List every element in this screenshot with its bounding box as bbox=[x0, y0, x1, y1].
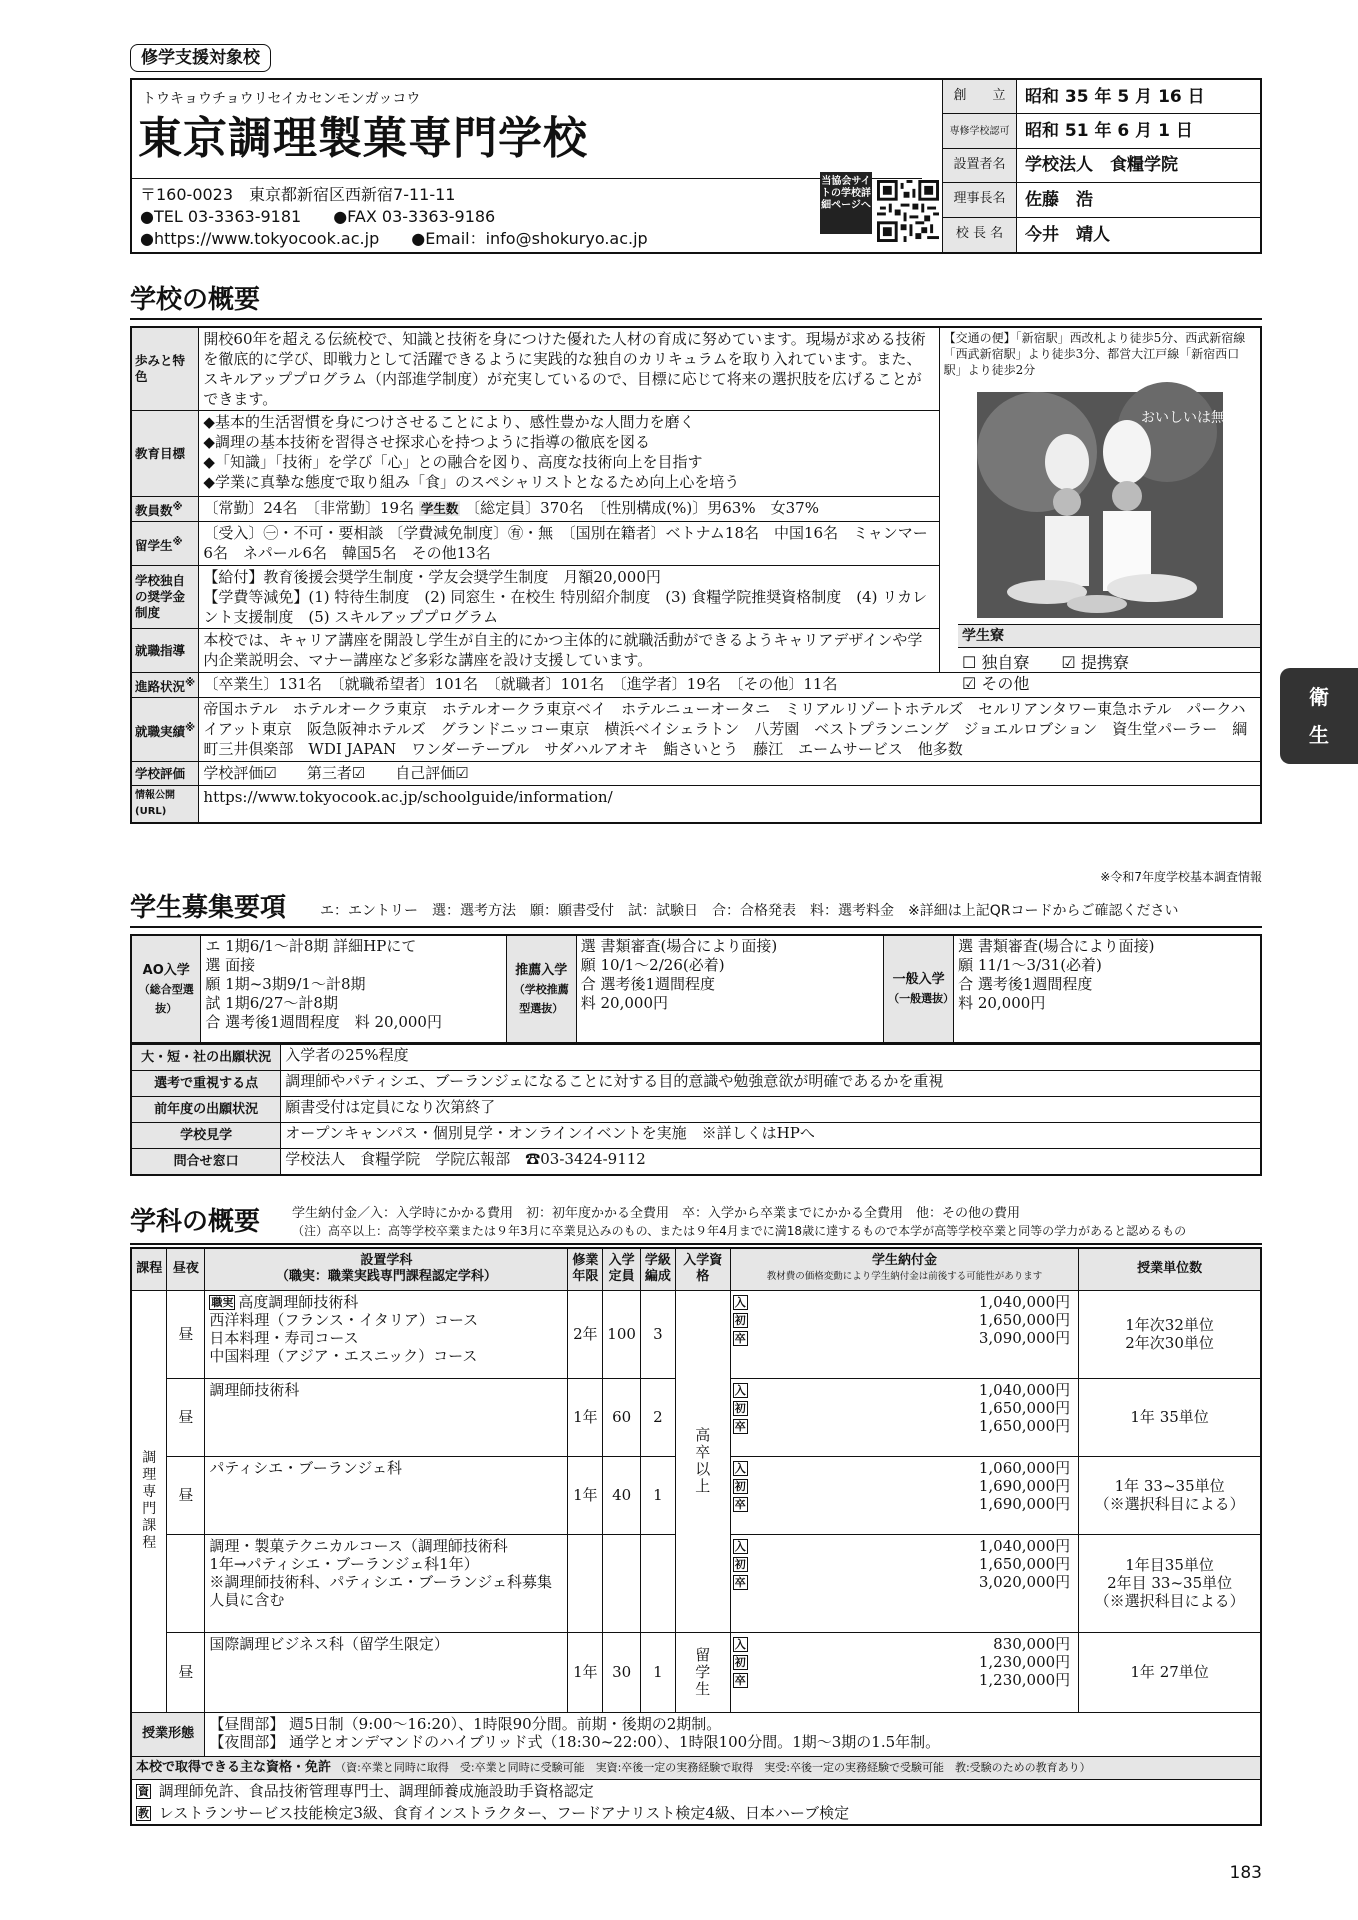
dept-name: 調理・製菓テクニカルコース（調理師技術科 1年→パティシエ・ブーランジェ科1年） ※調理師技術科、パティシエ・ブーランジェ科募集人員に含む bbox=[205, 1534, 568, 1632]
col-course: 課程 bbox=[131, 1248, 167, 1290]
support-badge: 修学支援対象校 bbox=[130, 44, 271, 72]
dorm-line: ☑ その他 bbox=[962, 674, 1030, 693]
info-value: 佐藤 浩 bbox=[1025, 189, 1093, 210]
class-cell: 2 bbox=[640, 1378, 675, 1456]
jobs-key: 就職実績※ bbox=[131, 698, 199, 762]
eval-text: 学校評価☑ 第三者☑ 自己評価☑ bbox=[199, 762, 1261, 786]
years-cell: 2年 bbox=[568, 1290, 603, 1378]
class-format-key: 授業形態 bbox=[131, 1712, 205, 1756]
goal-item: ◆「知識」「技術」を学び「心」との融合を図り、高度な技術向上を目指す bbox=[203, 453, 703, 471]
email-link[interactable]: ●Email：info@shokuryo.ac.jp bbox=[411, 229, 648, 248]
info-key: 校 長 名 bbox=[943, 218, 1017, 252]
school-kana: トウキョウチョウリセイカセンモンガッコウ bbox=[142, 91, 421, 107]
admission-row-key: 大・短・社の出願状況 bbox=[131, 1045, 281, 1071]
license-header: 本校で取得できる主な資格・免許 （資:卒業と同時に取得 受:卒業と同時に受験可能 実資:卒後一定の実務経験で取得 実受:卒後一定の実務経験で受験可能 教:受験のための教育あり） bbox=[131, 1756, 1261, 1779]
goal-item: ◆学業に真摯な態度で取り組み「食」のスペシャリストとなるため向上心を培う bbox=[203, 473, 740, 491]
qr-label: 当協会サイトの学校詳細ページへ bbox=[820, 172, 872, 234]
students-count: 〔総定員〕370名 〔性別構成(%)〕男63% 女37% bbox=[465, 499, 819, 517]
years-cell: 1年 bbox=[568, 1456, 603, 1534]
divider bbox=[132, 178, 922, 179]
ao-details: エ 1期6/1～計8期 詳細HPにて 選 面接 願 1期~3期9/1～計8期 試 1期6/27～計8期 合 選考後1週間程度 料 20,000円 bbox=[201, 935, 506, 1043]
cap-cell bbox=[603, 1534, 641, 1632]
table-row bbox=[131, 1290, 1261, 1378]
contact-block bbox=[140, 184, 648, 250]
cap-cell: 30 bbox=[603, 1632, 641, 1712]
fee-cell: 入 初 卒 1,040,000円 1,650,000円 1,650,000円 bbox=[730, 1378, 1078, 1456]
time-cell: 昼 bbox=[167, 1290, 205, 1378]
section-rule bbox=[130, 926, 1262, 928]
jobs-text: 帝国ホテル ホテルオークラ東京 ホテルオークラ東京ベイ ホテルニューオータニ ミリアルリゾートホテルズ セルリアンタワー東急ホテル パークハイアット東京 阪急阪神ホテルズ グランドニッコー東京 横浜ベイシェラトン 八芳園 ベストプランニング ジョエルロブション 資生堂パーラー 綱町三井倶楽部 WDI JAPAN ワンダーテーブル サダハルアオキ 鮨さいとう 藤江 エームサービス 他多数 bbox=[199, 698, 1261, 762]
admission-row-key: 学校見学 bbox=[131, 1123, 281, 1149]
info-key: 理事長名 bbox=[943, 183, 1017, 216]
class-format-text: 【昼間部】 週5日制（9:00～16:20）、1時限90分間。前期・後期の2期制。 【夜間部】 通学とオンデマンドのハイブリッド式（18:30~22:00）、1時限100分間。1期～3期の1.5年制。 bbox=[205, 1712, 1261, 1756]
dept-table bbox=[130, 1247, 1262, 1826]
fee-cell: 入 初 卒 1,060,000円 1,690,000円 1,690,000円 bbox=[730, 1456, 1078, 1534]
col-qual: 入学資格 bbox=[675, 1248, 730, 1290]
scholarship-text: 【給付】教育後援会奨学生制度・学友会奨学生制度 月額20,000円 【学費等減免】(1) 特待生制度 (2) 同窓生・在校生 特別紹介制度 (3) 食糧学院推奨資格制度 (4) リカレント支援制度 (5) スキルアッププログラム bbox=[199, 566, 939, 629]
fee-cell: 入 初 卒 1,040,000円 1,650,000円 3,090,000円 bbox=[730, 1290, 1078, 1378]
dept-legend-2: （注）高卒以上：高等学校卒業または９年3月に卒業見込みのもの、または９年4月までに満18歳に達するもので本学が高等学校卒業と同等の学力があると認めるもの bbox=[292, 1224, 1187, 1238]
dorm-line: ☐ 独自寮 ☑ 提携寮 bbox=[962, 653, 1129, 672]
scholarship-key: 学校独自の奨学金制度 bbox=[131, 566, 199, 629]
time-cell: 昼 bbox=[167, 1632, 205, 1712]
page-number: 183 bbox=[1229, 1863, 1262, 1883]
info-key: 専修学校認可 bbox=[943, 114, 1017, 147]
fee-cell: 入 初 卒 1,040,000円 1,650,000円 3,020,000円 bbox=[730, 1534, 1078, 1632]
dorm-options bbox=[962, 652, 1129, 694]
qual-cell: 留学生 bbox=[675, 1632, 730, 1712]
goals-key: 教育目標 bbox=[131, 411, 199, 497]
goal-item: ◆基本的生活習慣を身につけさせることにより、感性豊かな人間力を磨く bbox=[203, 413, 695, 431]
admission-table bbox=[130, 934, 1262, 1044]
col-name: 設置学科 （職実：職業実践専門課程認定学科） bbox=[205, 1248, 568, 1290]
goal-item: ◆調理の基本技術を習得させ探求心を持つように指導の徹底を図る bbox=[203, 433, 650, 451]
fax: ●FAX 03-3363-9186 bbox=[333, 207, 496, 226]
years-cell: 1年 bbox=[568, 1378, 603, 1456]
cap-cell: 60 bbox=[603, 1378, 641, 1456]
col-years: 修業年限 bbox=[568, 1248, 603, 1290]
photo-caption: おいしいは無敵 bbox=[1140, 410, 1239, 426]
access-info: 【交通の便】「新宿駅」西改札より徒歩5分、西武新宿線「西武新宿駅」より徒歩3分、都営大江戸線「新宿西口駅」より徒歩2分 bbox=[943, 331, 1246, 377]
dept-title: 学科の概要 bbox=[130, 1207, 261, 1237]
staff-count: 〔常勤〕24名 〔非常勤〕19名 bbox=[203, 499, 415, 517]
eval-key: 学校評価 bbox=[131, 762, 199, 786]
cap-cell: 100 bbox=[603, 1290, 641, 1378]
career-key: 就職指導 bbox=[131, 629, 199, 673]
rec-details: 選 書類審査(場合により面接) 願 10/1～2/26(必着) 合 選考後1週間程度 料 20,000円 bbox=[576, 935, 883, 1043]
info-key: 創 立 bbox=[943, 80, 1017, 113]
info-value: 今井 靖人 bbox=[1025, 224, 1110, 245]
dept-name: パティシエ・ブーランジェ科 bbox=[205, 1456, 568, 1534]
intl-text: 〔受入〕㊀・不可・要相談 〔学費減免制度〕㊒・無 〔国別在籍者〕ベトナム18名 中国16名 ミャンマー6名 ネパール6名 韓国5名 その他13名 bbox=[199, 522, 939, 566]
dorm-key: 学生寮 bbox=[958, 624, 1260, 648]
dept-name: 職実 高度調理師技術科 西洋料理（フランス・イタリア）コース 日本料理・寿司コース 中国料理（アジア・エスニック）コース bbox=[205, 1290, 568, 1378]
license-row: 教 レストランサービス技能検定3級、食育インストラクター、フードアナリスト検定4級、日本ハーブ検定 bbox=[131, 1802, 1261, 1825]
units-cell: 1年 27単位 bbox=[1079, 1632, 1261, 1712]
class-cell: 1 bbox=[640, 1632, 675, 1712]
years-cell bbox=[568, 1534, 603, 1632]
overview-title: 学校の概要 bbox=[130, 285, 261, 315]
license-row: 資 調理師免許、食品技術管理専門士、調理師養成施設助手資格認定 bbox=[131, 1779, 1261, 1802]
path-key: 進路状況※ bbox=[131, 673, 199, 698]
col-units: 授業単位数 bbox=[1079, 1248, 1261, 1290]
gen-key: 一般入学 （一般選抜） bbox=[884, 935, 954, 1043]
goals-list bbox=[199, 411, 939, 497]
school-info-table bbox=[942, 80, 1260, 252]
course-name: 調理専門課程 bbox=[131, 1290, 167, 1712]
units-cell: 1年 33~35単位 （※選択科目による） bbox=[1079, 1456, 1261, 1534]
history-text: 開校60年を超える伝統校で、知識と技術を身につけた優れた人材の育成に努めています。現場が求める技術を徹底的に学び、即戦力として活躍できるように実践的な独自のカリキュラムを取り入れています。また、スキルアッププログラム（内部進学制度）が充実しているので、目標に応じて将来の選択肢を広げることができます。 bbox=[199, 327, 939, 411]
units-cell: 1年 35単位 bbox=[1079, 1378, 1261, 1456]
path-text: 〔卒業生〕131名 〔就職希望者〕101名 〔就職者〕101名 〔進学者〕19名 〔その他〕11名 bbox=[199, 673, 1261, 698]
section-rule bbox=[130, 318, 1262, 320]
gen-details: 選 書類審査(場合により面接) 願 11/1～3/31(必着) 合 選考後1週間程度 料 20,000円 bbox=[954, 935, 1261, 1043]
info-value: 昭和 35 年 5 月 16 日 bbox=[1025, 86, 1205, 107]
staff-key: 教員数※ bbox=[131, 497, 199, 522]
history-key: 歩みと特色 bbox=[131, 327, 199, 411]
overview-table bbox=[130, 326, 1262, 824]
admission-row-key: 選考で重視する点 bbox=[131, 1071, 281, 1097]
table-row bbox=[131, 1632, 1261, 1712]
admission-row-value: オープンキャンパス・個別見学・オンラインイベントを実施 ※詳しくはHPへ bbox=[281, 1123, 1261, 1149]
class-cell bbox=[640, 1534, 675, 1632]
dept-legend-1: 学生納付金／入：入学時にかかる費用 初：初年度かかる全費用 卒：入学から卒業までにかかる全費用 他：その他の費用 bbox=[292, 1206, 1021, 1221]
dept-name: 国際調理ビジネス科（留学生限定） bbox=[205, 1632, 568, 1712]
admission-row-value: 調理師やパティシエ、ブーランジェになることに対する目的意識や勉強意欲が明確であるかを重視 bbox=[281, 1071, 1261, 1097]
admission-row-key: 問合せ窓口 bbox=[131, 1149, 281, 1175]
cooking-photo bbox=[977, 392, 1239, 618]
admission-row-key: 前年度の出願状況 bbox=[131, 1097, 281, 1123]
time-cell bbox=[167, 1534, 205, 1632]
rec-key: 推薦入学 （学校推薦型選抜） bbox=[506, 935, 576, 1043]
time-cell: 昼 bbox=[167, 1378, 205, 1456]
school-header bbox=[130, 78, 1262, 254]
col-time: 昼夜 bbox=[167, 1248, 205, 1290]
qr-code-icon[interactable] bbox=[877, 180, 939, 242]
class-cell: 1 bbox=[640, 1456, 675, 1534]
admission-row-value: 入学者の25%程度 bbox=[281, 1045, 1261, 1071]
admission-rows bbox=[130, 1044, 1262, 1176]
fee-cell: 入 初 卒 830,000円 1,230,000円 1,230,000円 bbox=[730, 1632, 1078, 1712]
students-key: 学生数 bbox=[420, 501, 459, 516]
units-cell: 1年次32単位 2年次30単位 bbox=[1079, 1290, 1261, 1378]
address: 〒160-0023 東京都新宿区西新宿7-11-11 bbox=[140, 185, 456, 204]
class-cell: 3 bbox=[640, 1290, 675, 1378]
time-cell: 昼 bbox=[167, 1456, 205, 1534]
survey-footnote: ※令和7年度学校基本調査情報 bbox=[1100, 870, 1262, 884]
career-text: 本校では、キャリア講座を開設し学生が自主的にかつ主体的に就職活動ができるようキャリアデザインや学内企業説明会、マナー講座など多彩な講座を設け支援しています。 bbox=[199, 629, 939, 673]
col-fee: 学生納付金 教材費の価格変動により学生納付金は前後する可能性があります bbox=[730, 1248, 1078, 1290]
info-key: 設置者名 bbox=[943, 149, 1017, 182]
intl-key: 留学生※ bbox=[131, 522, 199, 566]
qual-cell: 高卒以上 bbox=[675, 1290, 730, 1632]
school-name: 東京調理製菓専門学校 bbox=[138, 113, 588, 164]
info-value: 学校法人 食糧学院 bbox=[1025, 155, 1178, 176]
category-tab: 衛 生 bbox=[1280, 668, 1358, 764]
tel: ●TEL 03-3363-9181 bbox=[140, 207, 302, 226]
col-class: 学級編成 bbox=[640, 1248, 675, 1290]
admission-title: 学生募集要項 bbox=[130, 893, 287, 923]
disclosure-url[interactable]: https://www.tokyocook.ac.jp/schoolguide/information/ bbox=[199, 786, 1261, 824]
cap-cell: 40 bbox=[603, 1456, 641, 1534]
admission-row-value: 願書受付は定員になり次第終了 bbox=[281, 1097, 1261, 1123]
admission-legend: エ：エントリー 選：選考方法 願：願書受付 試：試験日 合：合格発表 料：選考料金 ※詳細は上記QRコードからご確認ください bbox=[320, 903, 1179, 919]
col-cap: 入学定員 bbox=[603, 1248, 641, 1290]
years-cell: 1年 bbox=[568, 1632, 603, 1712]
url-key: 情報公開(URL) bbox=[131, 786, 199, 824]
units-cell: 1年目35単位 2年目 33~35単位 （※選択科目による） bbox=[1079, 1534, 1261, 1632]
section-rule bbox=[130, 1243, 1262, 1245]
website-link[interactable]: ●https://www.tokyocook.ac.jp bbox=[140, 229, 380, 248]
admission-row-value: 学校法人 食糧学院 学院広報部 ☎03-3424-9112 bbox=[281, 1149, 1261, 1175]
ao-key: AO入学 （総合型選抜） bbox=[131, 935, 201, 1043]
info-value: 昭和 51 年 6 月 1 日 bbox=[1025, 121, 1193, 142]
dept-name: 調理師技術科 bbox=[205, 1378, 568, 1456]
